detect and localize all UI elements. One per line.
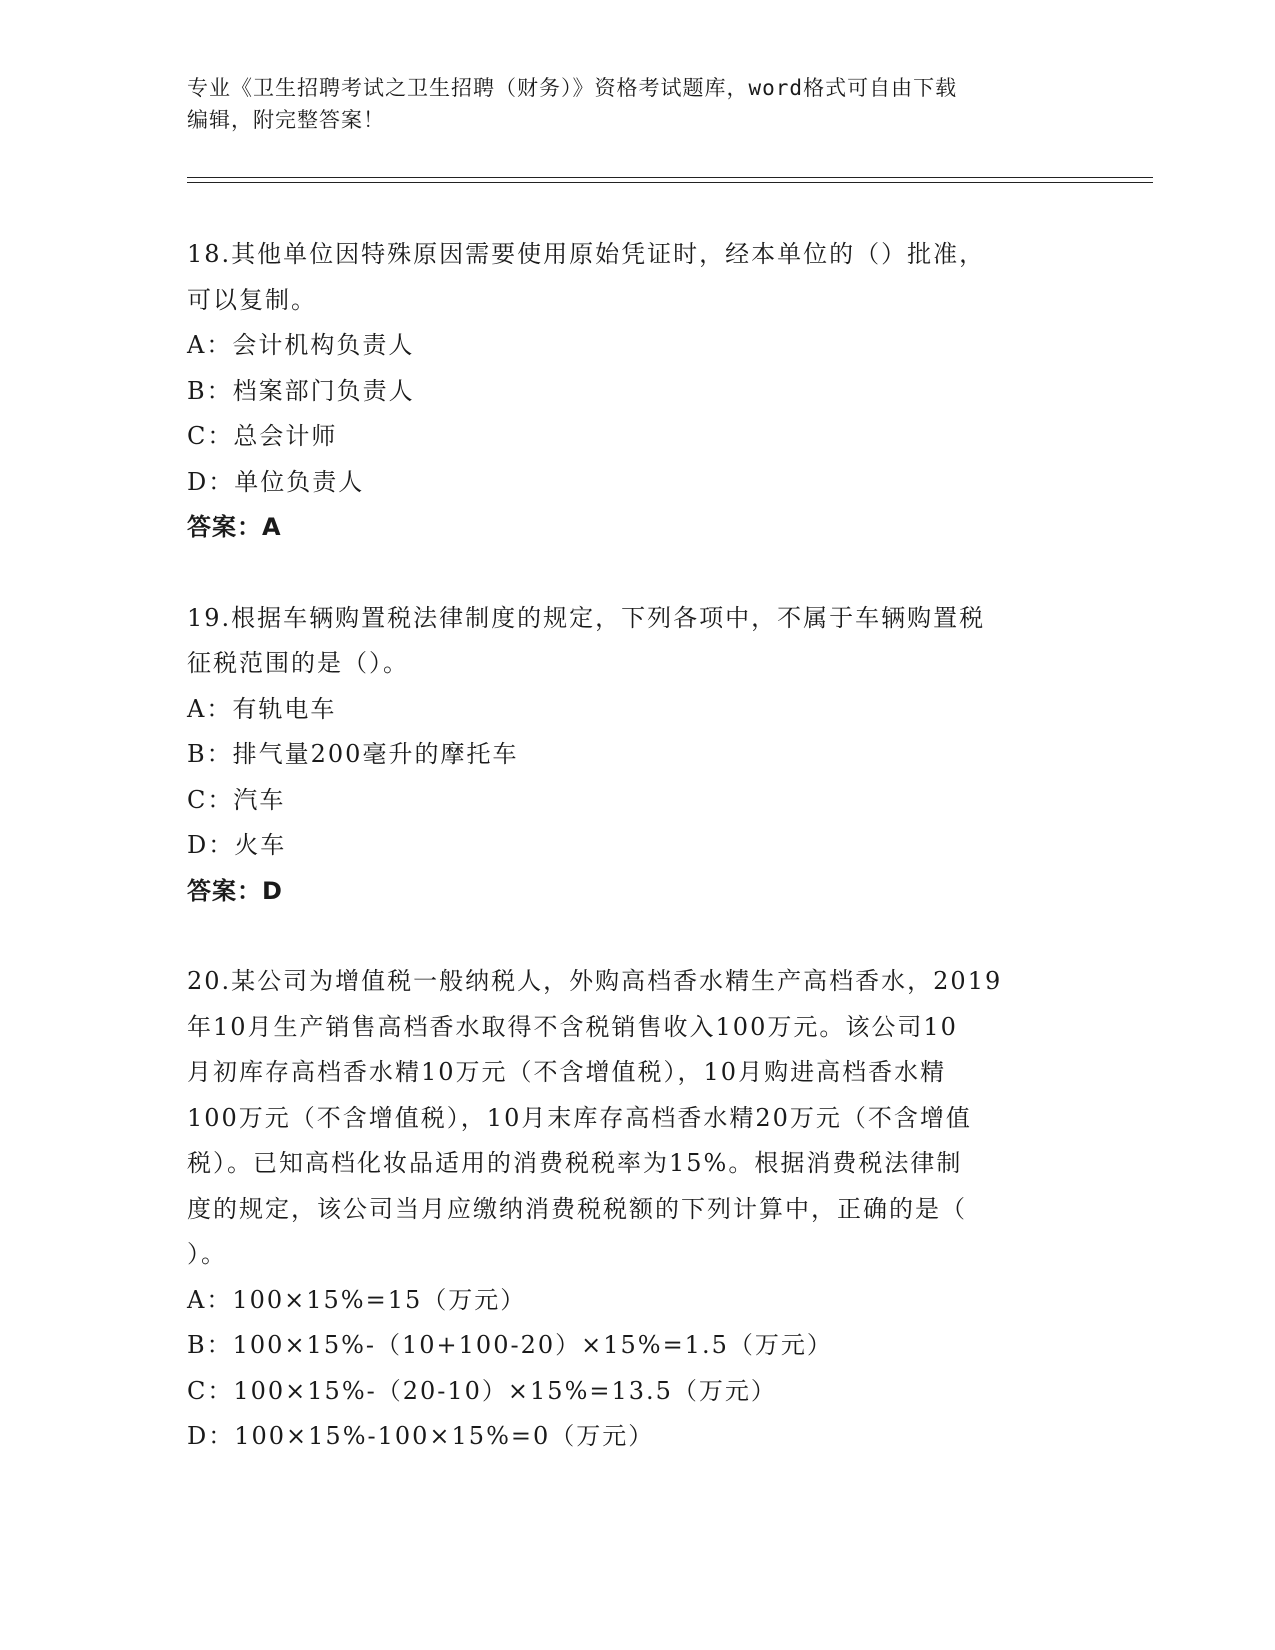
header-divider-top [187,177,1153,178]
option-b: B：排气量200毫升的摩托车 [187,740,519,768]
option-c: C：100×15%-（20-10）×15%=13.5（万元） [187,1376,777,1405]
option-a: A：100×15%=15（万元） [187,1285,527,1314]
question-18 [187,232,1087,551]
question-text-line: 月初库存高档香水精10万元（不含增值税），10月购进高档香水精 [187,1058,947,1086]
question-text-line: 可以复制。 [187,285,317,314]
option-c: C：总会计师 [187,422,338,450]
question-spacer [187,551,1087,596]
question-19 [187,596,1087,915]
question-text-line: 100万元（不含增值税），10月末库存高档香水精20万元（不含增值 [187,1103,972,1132]
option-a: A：会计机构负责人 [187,331,415,359]
header-divider-bottom [187,182,1153,183]
question-text-line: 18.其他单位因特殊原因需要使用原始凭证时，经本单位的（）批准， [187,240,986,268]
header-line-1: 专业《卫生招聘考试之卫生招聘（财务）》资格考试题库，word格式可自由下载 [187,76,958,100]
question-text-line: 年10月生产销售高档香水取得不含税销售收入100万元。该公司10 [187,1012,958,1041]
answer-label: 答案：D [187,876,283,905]
header-line-2: 编辑，附完整答案！ [187,108,385,132]
question-text-line: ）。 [187,1240,227,1268]
question-text-line: 19.根据车辆购置税法律制度的规定，下列各项中，不属于车辆购置税 [187,603,986,632]
question-text-line: 征税范围的是（）。 [187,649,409,677]
question-text-line: 20.某公司为增值税一般纳税人，外购高档香水精生产高档香水，2019 [187,967,1003,995]
question-spacer [187,914,1087,959]
question-20 [187,959,1087,1460]
option-d: D：火车 [187,831,287,859]
option-d: D：100×15%-100×15%=0（万元） [187,1422,655,1450]
option-b: B：100×15%-（10+100-20）×15%=1.5（万元） [187,1331,833,1359]
option-b: B：档案部门负责人 [187,376,415,405]
option-a: A：有轨电车 [187,694,337,723]
option-c: C：汽车 [187,785,286,814]
option-d: D：单位负责人 [187,467,365,496]
document-header [187,72,1087,136]
question-text-line: 度的规定，该公司当月应缴纳消费税税额的下列计算中，正确的是（ [187,1194,967,1223]
question-list [187,232,1087,1460]
question-text-line: 税）。已知高档化妆品适用的消费税税率为15%。根据消费税法律制 [187,1149,963,1177]
answer-label: 答案：A [187,513,282,541]
